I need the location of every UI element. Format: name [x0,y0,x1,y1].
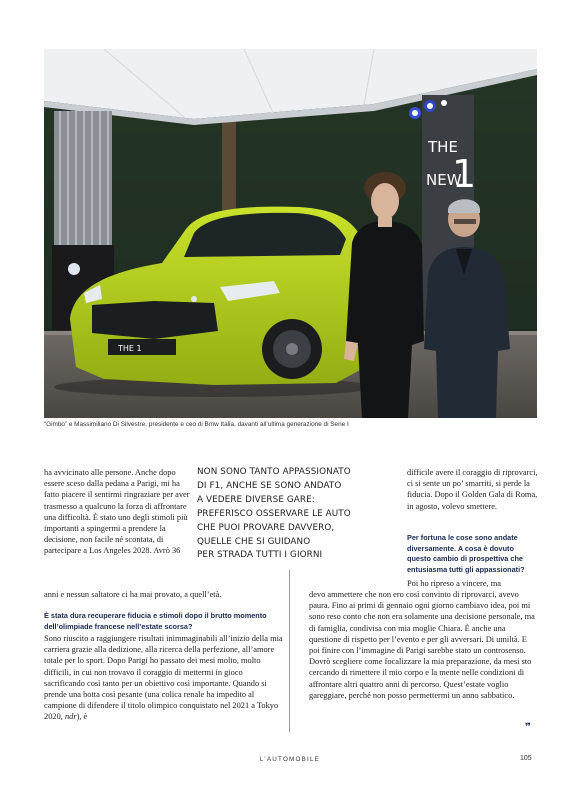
end-mark-icon: ❞ [525,722,531,733]
sign-text-number: 1 [452,152,477,196]
answer-1-tail: ), è [76,712,88,722]
column-divider [289,570,290,732]
pull-quote-line: QUELLE CHE SI GUIDANO [197,536,311,547]
logo-icon [68,263,80,275]
answer-start-text: Poi ho ripreso a vincere, ma [407,579,501,588]
photo-caption: “Gimbo” e Massimiliano Di Silvestre, presidente e ceo di Bmw Italia, davanti all’ultima generazione di Serie I [44,421,349,428]
interview-question-2: Per fortuna le cose sono andate diversamente. A cosa è dovuto questo cambio di prospettiva che entusiasma tutti gli appassionati? [407,533,525,574]
column-1-continued-text: anni e nessun saltatore ci ha mai provato, a quell’età. [44,590,222,599]
pull-quote-line: PREFERISCO OSSERVARE LE AUTO [197,508,351,519]
sign-text-new: NEW [426,171,462,189]
photo-illustration [44,49,537,418]
pull-quote-line: NON SONO TANTO APPASSIONATO [197,467,351,477]
license-plate-text: THE 1 [118,344,142,353]
magazine-name: L’AUTOMOBILE [259,756,321,763]
pull-quote-line: CHE PUOI PROVARE DAVVERO, [197,522,335,533]
sign-text-the: THE [428,138,458,156]
pull-quote [197,466,377,563]
interview-question-1: È stata dura recuperare fiducia e stimoli dopo il brutto momento dell’olimpiade francese nell’estate scorsa? [44,611,267,631]
pull-quote-line: A VEDERE DIVERSE GARE: [197,494,315,505]
article-photo [44,49,537,418]
column-3-text: difficile avere il coraggio di riprovarci, ci si sente un po’ smarriti, si perde la fiducia. Dopo il Golden Gala di Roma, in agosto, volevo smettere. [407,468,538,511]
editor-note: ndr [64,712,77,722]
pull-quote-line: DI F1, ANCHE SE SONO ANDATO [197,480,342,491]
answer-1-text [44,633,284,723]
answer-1-body: Sono riuscito a raggiungere risultati inimmaginabili all’inizio della mia carriera grazie alla dedizione, alla ricerca della perfezione, all’amore totale per lo sport. Dopo Parigi ho passato dei mesi molto, molto difficili, in cui non trovavo il coraggio di mettermi in gioco sacrificando così tanto per un obiettivo così importante. Quando si prende una botta così pesante (una colica renale ha impedito al campione di difendere il titolo olimpico conquistato nel 2021 a Tokyo 2020, [44,634,283,722]
answer-2-text: devo ammettere che non ero così convinto di riprovarci, avevo paura. Fino ai primi di gennaio ogni giorno cambiavo idea, poi mi sono reso conto che non era solamente una decisione personale, ma di famiglia, condivisa con mia moglie Chiara. È anche una questione di rispetto per l’evento e per gli avversari. Di umiltà. E poi finire con l’immagine di Parigi sarebbe stato un controsenso. Dovrò scegliere come focalizzare la mia preparazione, da mesi sto cercando di rimettere il mio corpo e la mente nelle condizioni di affrontare altri quattro anni di percorso. Quest’estate voglio gareggiare, perché non posso permettermi un anno sabbatico. [309,590,535,700]
page-number: 105 [520,755,532,762]
pull-quote-line: PER STRADA TUTTI I GIORNI [197,550,323,561]
column-1-text: ha avvicinato alle persone. Anche dopo essere sceso dalla pedana a Parigi, mi ha fatto piacere il sentirmi ringraziare per aver trasmesso a qualcuno la forza di affrontare una difficoltà. È stato uno degli stimoli più importanti a spingermi a prendere la decisione, non facile né scontata, di partecipare a Los Angeles 2028. Avrò 36 [44,468,190,556]
